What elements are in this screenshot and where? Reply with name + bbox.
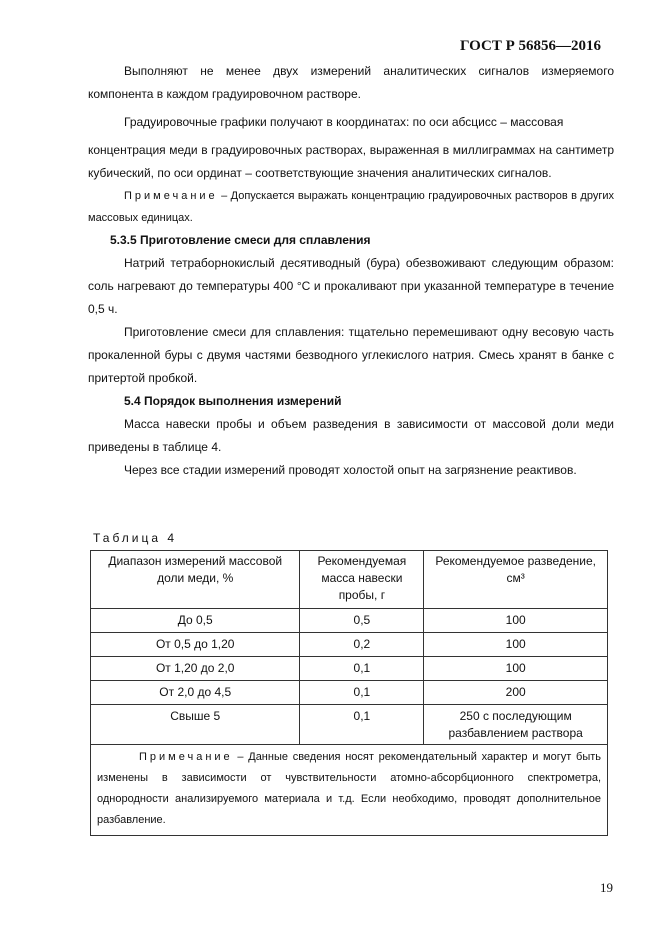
header-cell: Рекомендуемая масса навески пробы, г bbox=[300, 551, 424, 609]
header-cell: Рекомендуемое разведение, см³ bbox=[424, 551, 608, 609]
section-heading: 5.4 Порядок выполнения измерений bbox=[124, 394, 342, 408]
note-label: Примечание bbox=[139, 751, 233, 763]
table-cell: От 1,20 до 2,0 bbox=[91, 657, 300, 681]
section-heading: 5.3.5 Приготовление смеси для сплавления bbox=[110, 233, 371, 247]
table-row bbox=[91, 681, 608, 705]
table-cell: 200 bbox=[424, 681, 608, 705]
table-cell: 100 bbox=[424, 609, 608, 633]
paragraph: концентрация меди в градуировочных растворах, выраженная в миллиграммах на сантиметр кубический, по оси ординат – соответствующие значения аналитических сигналов. bbox=[88, 143, 614, 180]
table-cell: 0,5 bbox=[300, 609, 424, 633]
table-cell: Свыше 5 bbox=[91, 705, 300, 745]
note-text: – Данные сведения носят рекомендательный характер и могут быть изменены в зависимости от чувствительности атомно-абсорбционного спектрометра, однородности анализируемого материала и т.д. Если необходимо, проводят дополнительное разбавление. bbox=[97, 751, 601, 826]
header-cell: Диапазон измерений массовой доли меди, % bbox=[91, 551, 300, 609]
table-row bbox=[91, 705, 608, 745]
note-text: – Допускается выражать концентрацию градуировочных растворов в других массовых единицах. bbox=[88, 190, 614, 224]
table-caption: Таблица 4 bbox=[93, 531, 178, 545]
note-label: Примечание bbox=[124, 190, 218, 202]
table-cell: 0,1 bbox=[300, 705, 424, 745]
paragraph: Натрий тетраборнокислый десятиводный (бура) обезвоживают следующим образом: соль нагревают до температуры 400 °С и прокаливают при указанной температуре в течение 0,5 ч. bbox=[88, 256, 614, 316]
table-cell: 100 bbox=[424, 633, 608, 657]
table-cell: До 0,5 bbox=[91, 609, 300, 633]
table-note bbox=[91, 745, 608, 836]
table-cell: От 2,0 до 4,5 bbox=[91, 681, 300, 705]
paragraph: Выполняют не менее двух измерений аналитических сигналов измеряемого компонента в каждом градуировочном растворе. bbox=[88, 64, 614, 101]
paragraph: Через все стадии измерений проводят холостой опыт на загрязнение реактивов. bbox=[124, 463, 577, 477]
table-row bbox=[91, 609, 608, 633]
table-cell: 0,1 bbox=[300, 657, 424, 681]
table-note-row bbox=[91, 745, 608, 836]
note bbox=[88, 185, 614, 229]
table-cell: 0,2 bbox=[300, 633, 424, 657]
paragraph: Приготовление смеси для сплавления: тщательно перемешивают одну весовую часть прокаленной буры с двумя частями безводного углекислого натрия. Смесь хранят в банке с притертой пробкой. bbox=[88, 325, 614, 385]
table-cell: 100 bbox=[424, 657, 608, 681]
table-row bbox=[91, 633, 608, 657]
paragraph: Масса навески пробы и объем разведения в зависимости от массовой доли меди приведены в таблице 4. bbox=[88, 417, 614, 454]
body-text bbox=[88, 60, 614, 482]
document-header: ГОСТ Р 56856—2016 bbox=[459, 38, 601, 54]
table-row bbox=[91, 657, 608, 681]
table-cell: От 0,5 до 1,20 bbox=[91, 633, 300, 657]
table-header-row bbox=[91, 551, 608, 609]
data-table bbox=[90, 550, 608, 836]
paragraph: Градуировочные графики получают в координатах: по оси абсцисс – массовая bbox=[124, 115, 564, 129]
table-cell: 250 с последующим разбавлением раствора bbox=[424, 705, 608, 745]
page-number: 19 bbox=[600, 880, 613, 895]
table-cell: 0,1 bbox=[300, 681, 424, 705]
